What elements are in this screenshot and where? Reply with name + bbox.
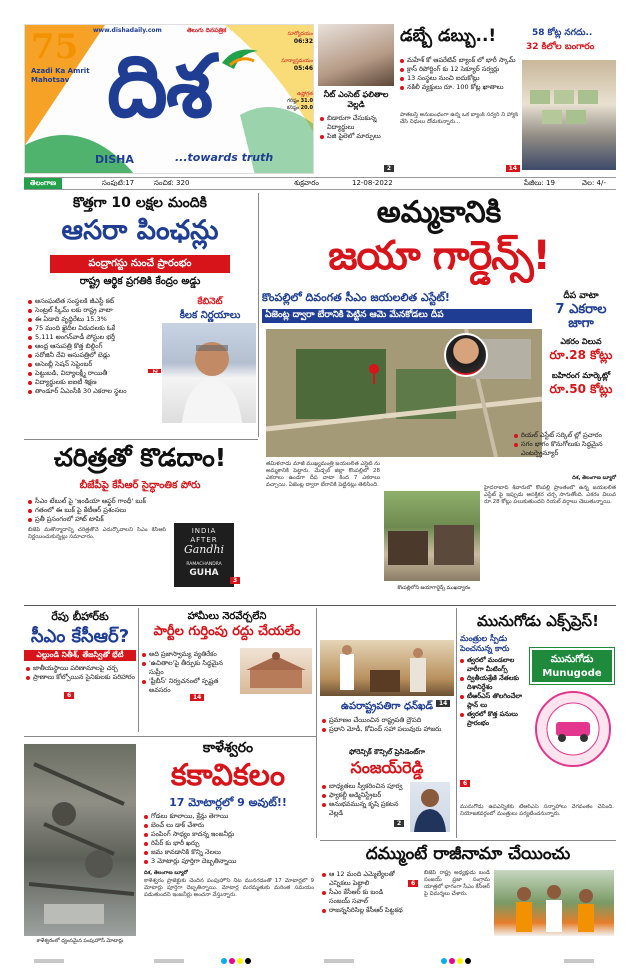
promises-line2: పార్టీల గుర్తింపు రద్దు చేయలేం: [153, 624, 301, 639]
teaser-neet-photo: [318, 24, 394, 86]
rally-graphic: [494, 870, 614, 936]
kaleshwaram-bullets: గోడలు కూలాయి, క్రేన్లు తెగాయి బెంచ్ లు డాక్ చేశారు పంపింగ్ సాధ్యం కాదన్న ఇంజనీర్లు రిపేర్ కు భారీ ఖర్చు జమ కావడానికి కొన్ని నెలలు 3 మోటార్లు పూర్తిగా దెబ్బతిన్నాయి: [144, 812, 316, 866]
bihar-sub: ఎల్లుండి నితీశ్, తేజస్వితో భేటీ: [24, 650, 136, 661]
forensic-bullets: బాధ్యతలు స్వీకరించిన పూర్వ ఫ్యాకల్టీ అడ్మినిస్ట్రేటర్ అనుభవమున్న కృషి ప్రకటన వెల్లడి: [322, 782, 408, 818]
book-cover: INDIA AFTER Gandhi RAMACHANDRA GUHA: [174, 523, 234, 587]
kaleshwaram-byline: దిశ, తెలంగాణ బ్యూరో: [144, 870, 188, 876]
jaya-sub2: ఏజెంట్ల ద్వారా బేరానికి పెట్టిన ఆమె మేనకోడలు దీప: [262, 309, 532, 323]
cabinet-label: కేబినెట్ కీలక నిర్ణయాలు: [179, 297, 241, 321]
azadi-number: 75: [31, 27, 79, 67]
pension-strap: పంద్రాగస్టు నుంచే ప్రారంభం: [50, 255, 230, 273]
website-url: www.dishadaily.com: [93, 27, 162, 34]
teaser-neet-bullets: బిడారుగా చేసుకున్న విద్యార్థులు పిజి పైలెలో మార్పులు: [320, 114, 394, 141]
volume: సంపుటి:17: [102, 179, 135, 187]
history-page: 3: [230, 577, 240, 584]
pension-story[interactable]: [24, 193, 256, 437]
date: 12-08-2022: [352, 179, 393, 187]
court-building-icon: [240, 648, 312, 694]
resign-body: బీజేపీ రాష్ట్ర అధ్యక్షుడు బండి సంజయ్ ప్రజా సంగ్రామ యాత్రలో భాగంగా సీఎం కేసీఆర్ పై విమర్శలు చేశారు.: [424, 870, 490, 897]
forensic-name: సంజయ్‌రెడ్డి: [350, 758, 424, 777]
bandi-sanjay-photo: [494, 870, 614, 936]
resign-headline: దమ్ముంటే రాజీనామా చేయించు: [365, 844, 571, 864]
jayalalitha-portrait: [444, 333, 488, 377]
state-label: తెలంగాణ: [24, 178, 62, 189]
trs-party-logo: [534, 690, 612, 768]
kaleshwaram-body: కాళేశ్వరం ప్రాజెక్టుకు చెందిన పంపుహౌస్ నీట మునగడంతో 17 మోటార్లలో 9 మోటార్లు పూర్తిగా దెబ్బతిన్నాయి. మోటార్ల మరమ్మతుకు మరింత సమయం పడుతుందని ఇంజనీర్లు అంచనా వేస్తున్నారు.: [144, 878, 314, 898]
jaya-photo-caption: కొంపల్లిలోని జయాగార్డెన్స్ ముఖద్వారం: [397, 585, 471, 591]
vp-bullets: ప్రమాణం చేయించిన రాష్ట్రపతి ద్రౌపది ప్రధాని మోడీ, కోవింద్ సహా పలువురు హాజరు: [322, 716, 454, 734]
teaser-scam-page: 14: [506, 165, 520, 172]
teaser-cash[interactable]: [522, 24, 616, 174]
jaya-byline: దిశ, తెలంగాణ బ్యూరో: [572, 475, 616, 481]
jaya-aerial-map: [266, 329, 542, 457]
jaya-sub1: కొంపల్లిలో దివంగత సీఎం జయలలిత ఎస్టేట్!: [262, 291, 450, 304]
slogan: ...towards truth: [175, 151, 274, 164]
jaya-headline: జయా గార్డెన్స్!: [328, 233, 550, 279]
promises-line1: హామీలు నెరవేర్చలేని: [187, 611, 267, 622]
teaser-cash-title1: 58 కోట్ల నగదు..: [532, 28, 593, 38]
min-temp: 20.0: [300, 105, 313, 111]
bihar-kicker: రేపు బీహార్‌కు: [51, 610, 109, 623]
vp-caption: ఉపరాష్ట్రపతిగా ధన్‌ఖడ్: [341, 701, 433, 712]
weekday: శుక్రవారం: [294, 179, 319, 187]
munugode-page: 6: [460, 780, 470, 787]
kaleshwaram-story[interactable]: [140, 740, 316, 940]
sanjay-reddy-photo: [410, 782, 450, 832]
sanjay-reddy-portrait: [410, 782, 450, 832]
pension-sub: రాష్ట్ర ఆర్థిక ప్రగతికి కేంద్రం అడ్డు: [79, 276, 201, 287]
vp-page: 14: [436, 700, 450, 707]
munugode-headline: మునుగోడు ఎక్స్‌ప్రెస్!: [477, 612, 599, 630]
forensic-kicker: ఫోరెన్సిక్ కౌన్సిల్ ప్రెసిడెంట్‌గా: [349, 748, 425, 756]
masthead: [24, 24, 314, 174]
brand-name: DISHA: [95, 153, 134, 166]
kaleshwaram-caption: కాళేశ్వరంలో ధ్వంసమైన పంపుహౌస్ మోటార్లు: [36, 938, 124, 944]
pension-bullets: అసంఘటిత సంస్థలకి జీఎస్టీ కట్ సెంట్రల్ స్కీమ్ లకు రాష్ట్ర వాటా ఈ ఏడాది వృద్ధిరేటు 15.3% 75 మంది ఖైదీల విడుదలకు ఓకే 5,111 అంగన్‌వాడీ పోస్టుల భర్తీ ఆంధ్ర ఆసుపత్రి కొత్త బిల్డింగ్ సరోజినీ దేవి ఆసుపత్రిలో బెడ్లు అసెంబ్లీ సెషన్ సెప్టెంబర్ పెట్టుబడి, విద్యాలక్ష్మీ రాయితీ విద్యార్థులకు ఐఐటీ శిక్షణ తాండూర్ ఏఎంసీకి 30 ఎకరాల స్థలం: [28, 297, 156, 396]
sunset-time: 05:46: [293, 65, 313, 72]
pension-headline: ఆసరా పింఛన్లు: [61, 215, 219, 246]
resign-story[interactable]: [320, 844, 616, 940]
bihar-headline: సీఎం కేసీఆర్?: [30, 626, 130, 647]
history-body: బీజేపీ మతోన్మాదాన్ని చరిత్రతోనే ఎదుర్కోవాలని సీఎం కేసీఆర్ నిర్ణయించుకున్నట్లు సమాచారం.: [28, 527, 166, 540]
history-story[interactable]: [24, 443, 256, 593]
jaya-story[interactable]: [262, 193, 616, 603]
teaser-neet[interactable]: [318, 24, 394, 174]
sunrise-time: 06:32: [293, 38, 313, 45]
jaya-kicker: అమ్మకానికి: [376, 195, 502, 230]
azadi-text: Azadi Ka Amrit Mahotsav: [31, 67, 90, 84]
teaser-cash-title2: 32 కిలోల బంగారం: [526, 42, 595, 52]
teaser-scam-body: పాతబస్తీ అనుబంధంగా ఉన్న ఒక బ్యాంక్ సర్వర్ ని హ్యాక్ చేసి నిధులు దోచుకున్నారు...: [400, 112, 518, 125]
munugode-story[interactable]: [460, 608, 616, 840]
issue: సంచిక: 320: [154, 179, 190, 187]
history-headline: చరిత్రతో కొడదాం!: [53, 443, 227, 472]
supreme-court-photo: [240, 648, 312, 694]
vp-oath-photo: [320, 640, 454, 696]
price: వెల: 4/-: [582, 179, 606, 187]
bihar-bullets: జాతీయస్థాయి పరిణామాలపై చర్చ ప్రాణాలు కోల్పోయిన సైనికులకు పరిహారం: [26, 664, 136, 682]
promises-bullets: అది ప్రజాస్వామ్య వ్యతిరేకం 'ఉచితాల'పై తీర్పుకు సిద్ధమైన సుప్రీం 'ఫ్రీబీస్' నిర్వచనంలో స్పష్టత అవసరం: [142, 650, 238, 695]
teaser-scam-title: డబ్బే డబ్బు..!: [400, 26, 497, 46]
kaleshwaram-kicker: కాళేశ్వరం: [202, 740, 254, 756]
jaya-bullets: రియల్ ఎస్టేట్ సర్కిల్ ల్లో ప్రచారం సగం భాగం కొనుగోలుకు సిద్ధమైన ఎంటర్ప్రెన్యూర్: [514, 431, 616, 458]
kaleshwaram-photo: [24, 744, 136, 936]
tagline-top: తెలుగు దినపత్రిక: [187, 27, 227, 34]
munugode-body: మునుగోడు ఉపఎన్నికకు టీఆర్ఎస్ సన్నాహాలు వేగవంతం చేసింది. నియోజకవర్గంలో మంత్రులు పర్యటించనున్నారు.: [460, 804, 614, 817]
bird-icon: [220, 43, 260, 73]
teaser-scam[interactable]: [398, 24, 520, 174]
page-count: పేజీలు: 19: [524, 179, 555, 187]
aerial-map-graphic: [266, 329, 542, 457]
teaser-cash-photo: [522, 60, 616, 170]
munugode-kicker: మంత్రుల స్పీడు పెంచనున్న కారు: [460, 634, 510, 653]
pension-page: 2: [148, 369, 161, 373]
kcr-photo: [162, 323, 256, 423]
promises-story[interactable]: [140, 608, 314, 732]
promises-page: 14: [190, 694, 204, 701]
gate-graphic: [384, 491, 480, 581]
jaya-stats: దీప వాటా 7 ఎకరాల జాగా ఎకరం విలువ రూ.28 కోట్లు బహిరంగ మార్కెట్లో రూ.50 కోట్లు: [549, 291, 613, 396]
color-bars: [24, 957, 616, 965]
teaser-neet-page: 2: [384, 165, 394, 172]
logo: దిశ: [107, 37, 212, 137]
resign-page: 6: [408, 880, 418, 887]
teaser-scam-bullets: మహేశ్ కో ఆపరేటివ్ బ్యాంక్ లో భారీ స్కామ్ క్రాస్ రిపోర్టింగ్ కు 12 సెక్యూర్ సర్వర్లు 13 సంస్థలు నుంచి ఐదుకోట్లు నకిలీ వ్యక్తులు రూ. 100 కోట్ల ఖాతాలు: [400, 56, 520, 92]
kaleshwaram-sub: 17 మోటార్లలో 9 అవుట్!!: [169, 796, 287, 809]
munugode-bullets: త్వరలో మండలాల వారీగా మీటింగ్స్ ద్వితీయశ్రేణి నేతలకు దిశానిర్దేశం టీఆర్ఎస్ తొలగించేలా ప్లాన్ లు త్వరలో కొత్త పనులు ప్రారంభం: [460, 656, 528, 728]
teaser-neet-title: నీట్ ఎంసెట్ ఫలితాల వెల్లడి: [323, 90, 389, 109]
cash-stacks-icon: [522, 60, 616, 170]
forensic-story[interactable]: [320, 748, 454, 838]
pension-kicker: కొత్తగా 10 లక్షల మందికి: [73, 195, 207, 211]
bihar-story[interactable]: [24, 608, 136, 732]
damaged-motors-graphic: [24, 744, 136, 936]
forensic-page: 2: [394, 820, 404, 827]
weather-panel: సూర్యోదయం 06:32 సూర్యాస్తమయం 05:46 ఉష్ణోగ్రత గరిష్ఠం 31.0 కనిష్ఠం 20.0: [273, 31, 313, 112]
kaleshwaram-headline: కకావికలం: [170, 758, 286, 793]
oath-ceremony-graphic: [320, 640, 454, 696]
jaya-body2: హైదరాబాద్ శివారులో కొంపల్లి ప్రాంతంలో ఉన్న జయలలిత ఎస్టేట్ పై ఇప్పుడు ఆసక్తికర చర్చ సాగుతోంది. ఎకరం విలువ రూ.28 కోట్లు పలుకుతుందని రియల్ వర్గాలు చెబుతున్నాయి.: [484, 485, 616, 505]
max-temp: 31.0: [300, 98, 313, 104]
dateline-bar: [24, 177, 616, 190]
vp-story[interactable]: [320, 640, 454, 744]
munugode-signboard: మునుగోడు Munugode: [530, 648, 614, 684]
print-registration-marks: [24, 950, 616, 958]
jaya-body: తమిళనాడు మాజీ ముఖ్యమంత్రి జయలలిత ఎస్టేట్ ను అమ్మకానికి పెట్టారు. మేడ్చల్ జిల్లా కొంపల్లిలో 28 ఎకరాలు ఉండగా దీప వాటా కింద 7 ఎకరాలు వచ్చాయి. ఏజెంట్ల ద్వారా బేరానికి పెట్టినట్లు తెలిసింది.: [266, 461, 380, 488]
resign-bullets: ఆ 12 మంది ఎమ్మెల్యేలతో ఎన్నికలు పెట్టాలి సీఎం కేసీఆర్ కు బండి సంజయ్ సవాల్ రాజన్నసిరిసిల్ల కేసీఆర్ పిట్టకథ: [322, 870, 406, 915]
history-sub: బీజేపీపై కేసీఆర్ సైద్ధాంతిక పోరు: [79, 480, 201, 491]
bihar-page: 6: [64, 692, 74, 699]
jaya-gate-photo: [384, 491, 480, 581]
history-bullets: సీఎం టేబుల్ పై 'ఇండియా ఆఫ్టర్ గాంధీ' బుక్ గతంలో ఈ బుక్ పై కేటీఆర్ ప్రశంసలు ప్రతీ ప్రసంగంలో హాట్ టాపిక్: [28, 497, 168, 524]
kcr-portrait: [162, 323, 256, 423]
